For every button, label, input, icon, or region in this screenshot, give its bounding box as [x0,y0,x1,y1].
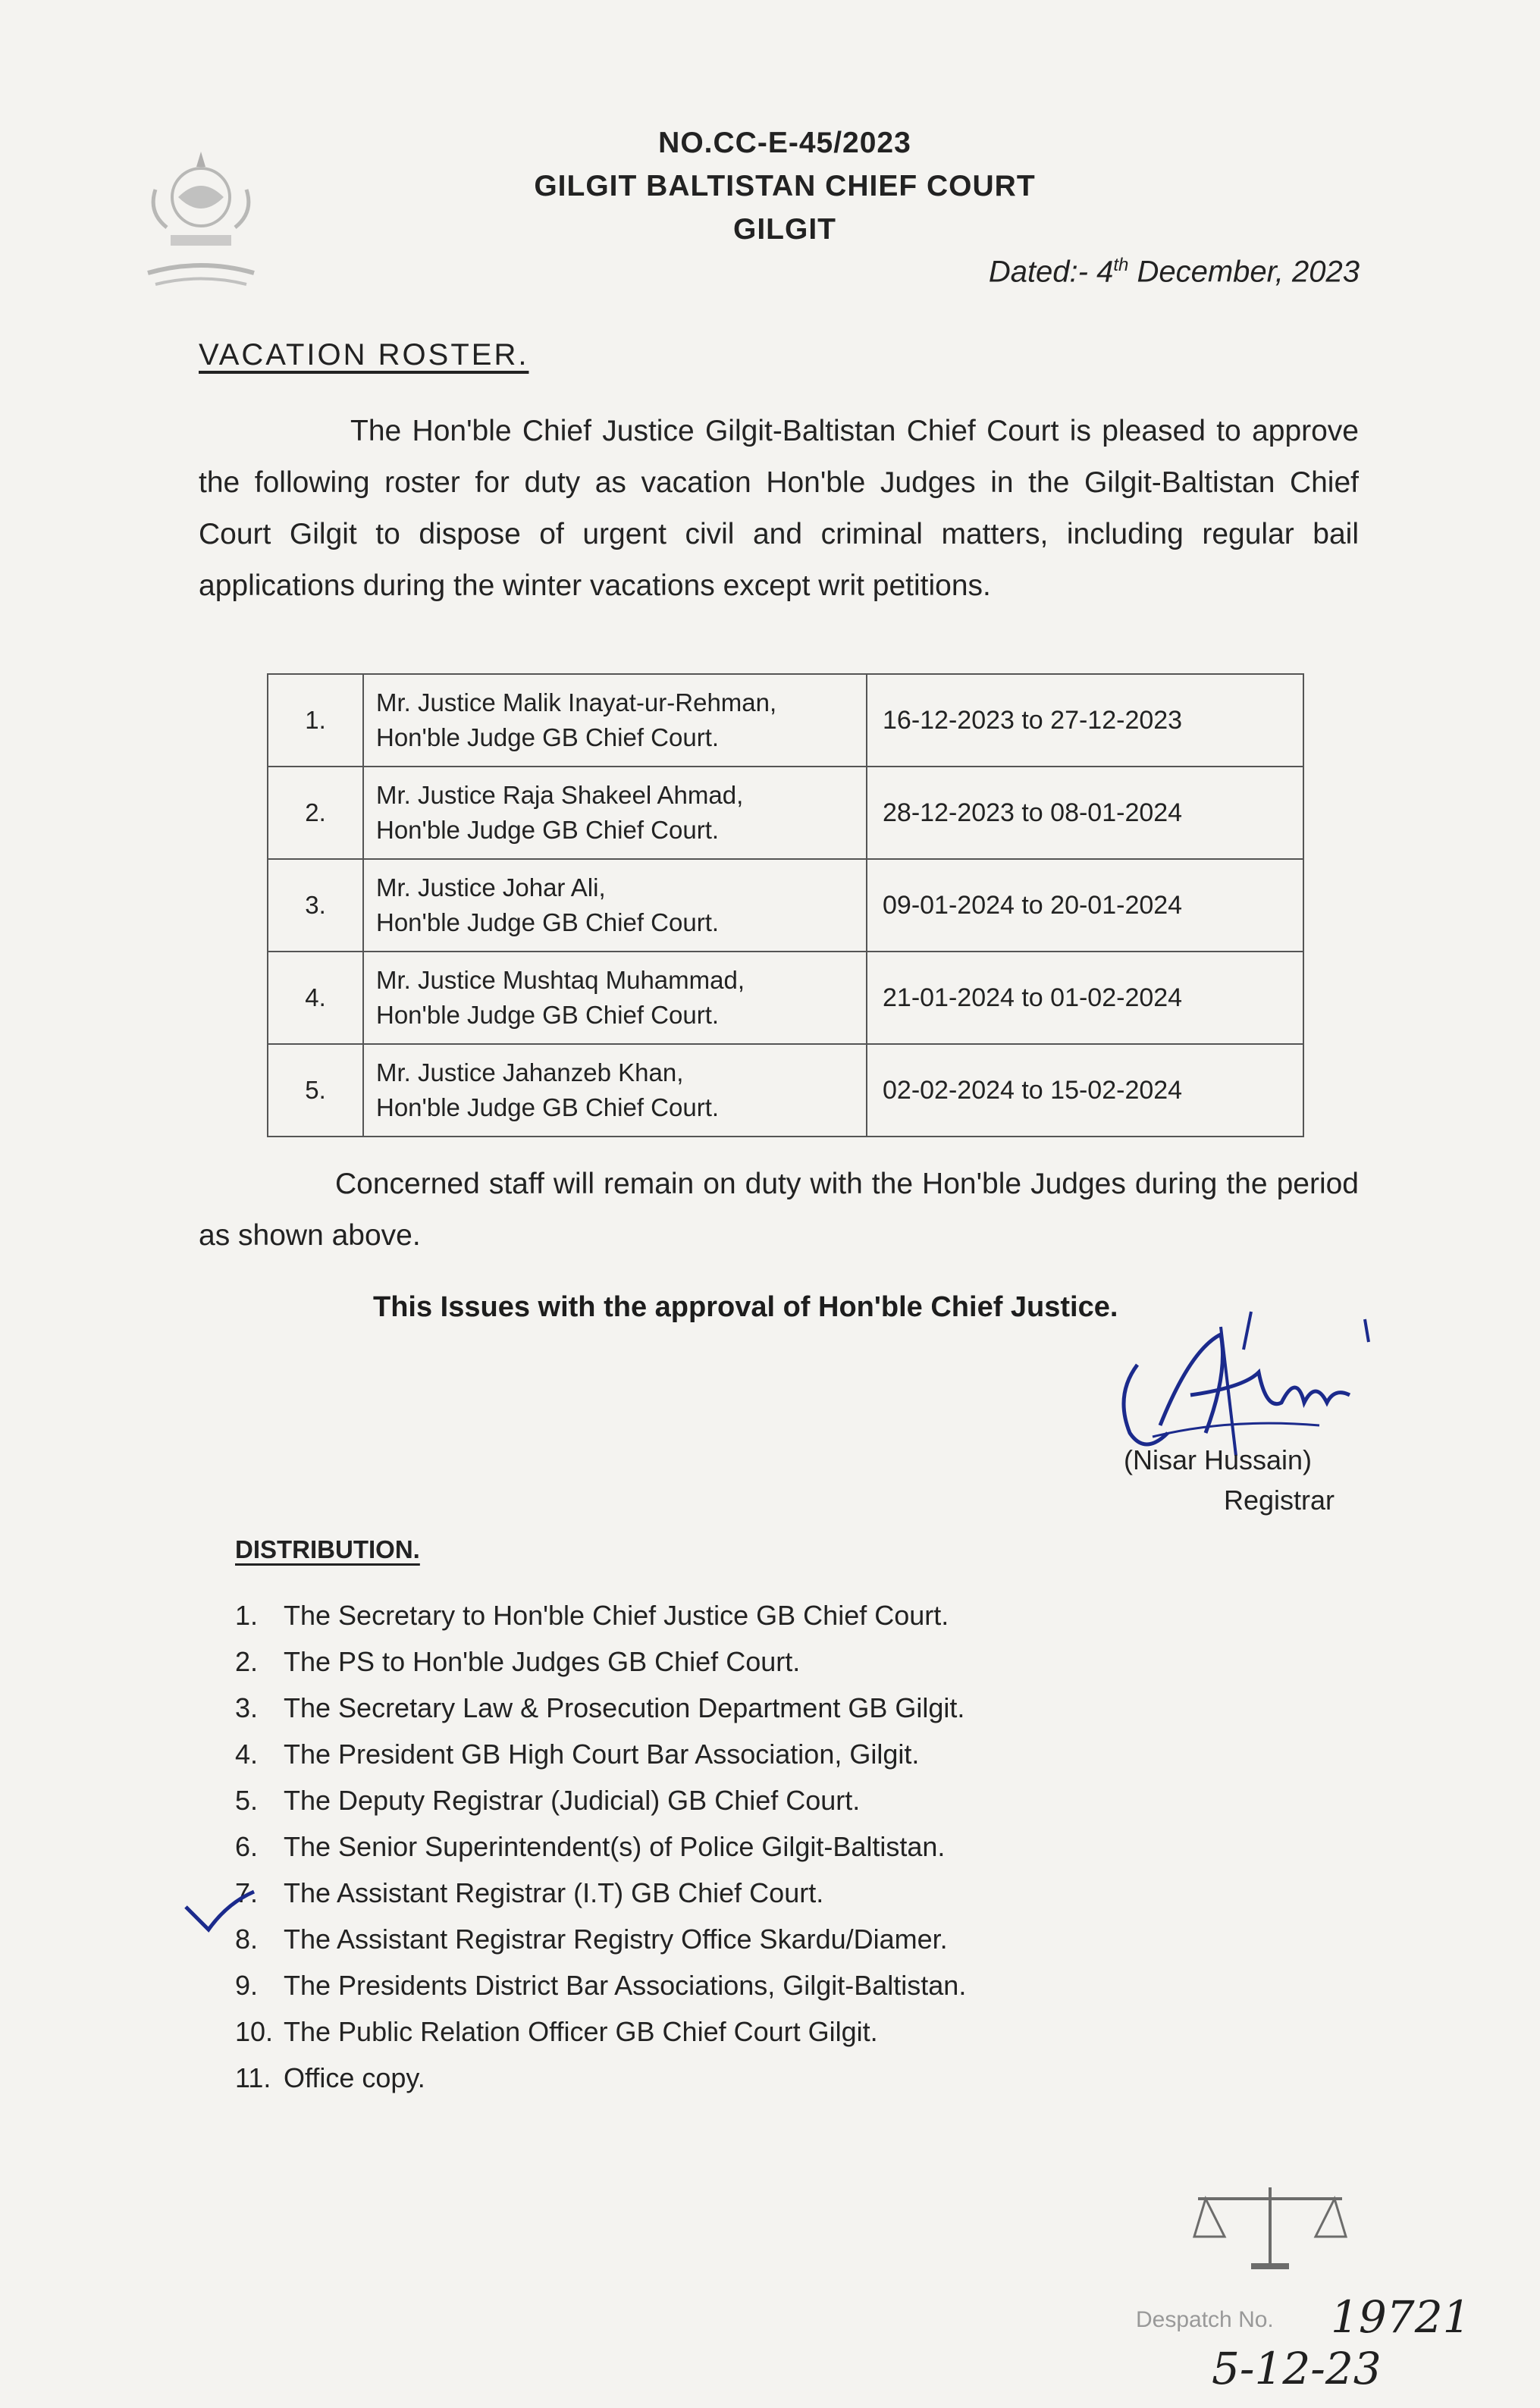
list-item-text: The Deputy Registrar (Judicial) GB Chief Court. [284,1785,861,1816]
court-emblem-icon [133,144,269,296]
list-item-number: 8. [235,1924,259,1955]
judge-name: Mr. Justice Jahanzeb Khan, [376,1058,684,1086]
intro-paragraph: The Hon'ble Chief Justice Gilgit-Baltistan Chief Court is pleased to approve the following roster for duty as vacation Hon'ble Judges in the Gilgit-Baltistan Chief Court Gilgit to dispose of urgent civil and criminal matters, including regular bail applications during the winter vacations except writ petitions. [199,415,1359,602]
list-item [235,1870,966,1916]
subject-heading: VACATION ROSTER. [199,338,529,372]
distribution-list [235,1592,966,2101]
list-item-text: The Presidents District Bar Associations, Gilgit-Baltistan. [284,1970,967,2001]
concerned-staff-paragraph: Concerned staff will remain on duty with the Hon'ble Judges during the period as shown above. [199,1168,1359,1252]
serial-number: 3. [268,859,363,952]
judge-cell [363,952,867,1044]
serial-number: 5. [268,1044,363,1137]
judge-cell [363,767,867,859]
duty-period: 28-12-2023 to 08-01-2024 [867,767,1303,859]
table-row [268,859,1303,952]
judge-designation: Hon'ble Judge GB Chief Court. [376,1001,720,1029]
table-row [268,1044,1303,1137]
serial-number: 4. [268,952,363,1044]
despatch-label: Despatch No. [1136,2307,1274,2332]
list-item-number: 4. [235,1739,259,1770]
list-item-number: 10. [235,2016,274,2047]
list-item-number: 5. [235,1785,259,1816]
judge-cell [363,1044,867,1137]
list-item [235,1731,966,1777]
judge-cell [363,859,867,952]
list-item [235,2008,966,2055]
serial-number: 2. [268,767,363,859]
scale-of-justice-icon [1190,2184,1350,2275]
distribution-heading: DISTRIBUTION. [235,1535,420,1563]
list-item [235,1777,966,1823]
list-item [235,1638,966,1685]
judge-cell [363,674,867,767]
list-item [235,1823,966,1870]
duty-period: 16-12-2023 to 27-12-2023 [867,674,1303,767]
approval-line: This Issues with the approval of Hon'ble Chief Justice. [373,1291,1118,1323]
list-item [235,1685,966,1731]
list-item-text: The Assistant Registrar Registry Office Skardu/Diamer. [284,1924,948,1955]
court-city: GILGIT [733,213,836,246]
list-item-number: 3. [235,1692,259,1723]
table-row [268,767,1303,859]
signatory-title: Registrar [1224,1485,1335,1516]
list-item [235,2055,966,2101]
list-item-text: The Public Relation Officer GB Chief Court Gilgit. [284,2016,878,2047]
judge-designation: Hon'ble Judge GB Chief Court. [376,816,720,844]
list-item-number: 1. [235,1600,259,1631]
judge-designation: Hon'ble Judge GB Chief Court. [376,908,720,936]
list-item [235,1592,966,1638]
judge-designation: Hon'ble Judge GB Chief Court. [376,723,720,751]
court-name: GILGIT BALTISTAN CHIEF COURT [534,170,1036,202]
serial-number: 1. [268,674,363,767]
letterhead [470,121,1099,251]
table-row [268,674,1303,767]
list-item-text: The President GB High Court Bar Association, Gilgit. [284,1739,920,1770]
dated-prefix: Dated:- 4 [988,255,1114,289]
reference-number: NO.CC-E-45/2023 [658,127,911,159]
duty-period: 21-01-2024 to 01-02-2024 [867,952,1303,1044]
list-item-number: 9. [235,1970,259,2001]
list-item-text: The Secretary Law & Prosecution Department GB Gilgit. [284,1692,965,1723]
list-item-text: The PS to Hon'ble Judges GB Chief Court. [284,1646,801,1677]
despatch-number: 19721 [1331,2291,1471,2343]
roster-table [267,673,1304,1137]
judge-designation: Hon'ble Judge GB Chief Court. [376,1093,720,1121]
dated-ordinal: th [1113,255,1129,275]
judge-name: Mr. Justice Mushtaq Muhammad, [376,966,745,994]
list-item [235,1962,966,2008]
dated-suffix: December, 2023 [1128,255,1360,289]
table-row [268,952,1303,1044]
dated-line [989,255,1360,289]
despatch-date: 5-12-23 [1212,2343,1382,2394]
list-item-text: Office copy. [284,2062,425,2093]
list-item-number: 7. [235,1877,259,1908]
list-item-text: The Senior Superintendent(s) of Police Gilgit-Baltistan. [284,1831,946,1862]
judge-name: Mr. Justice Malik Inayat-ur-Rehman, [376,688,777,716]
duty-period: 02-02-2024 to 15-02-2024 [867,1044,1303,1137]
judge-name: Mr. Justice Raja Shakeel Ahmad, [376,781,744,809]
judge-name: Mr. Justice Johar Ali, [376,873,606,901]
signatory-name: (Nisar Hussain) [1124,1444,1313,1475]
list-item-number: 11. [235,2062,271,2093]
duty-period: 09-01-2024 to 20-01-2024 [867,859,1303,952]
list-item-text: The Assistant Registrar (I.T) GB Chief Court. [284,1877,824,1908]
list-item-number: 2. [235,1646,259,1677]
list-item [235,1916,966,1962]
list-item-number: 6. [235,1831,259,1862]
list-item-text: The Secretary to Hon'ble Chief Justice GB Chief Court. [284,1600,949,1631]
checkmark-icon [182,1888,258,1933]
